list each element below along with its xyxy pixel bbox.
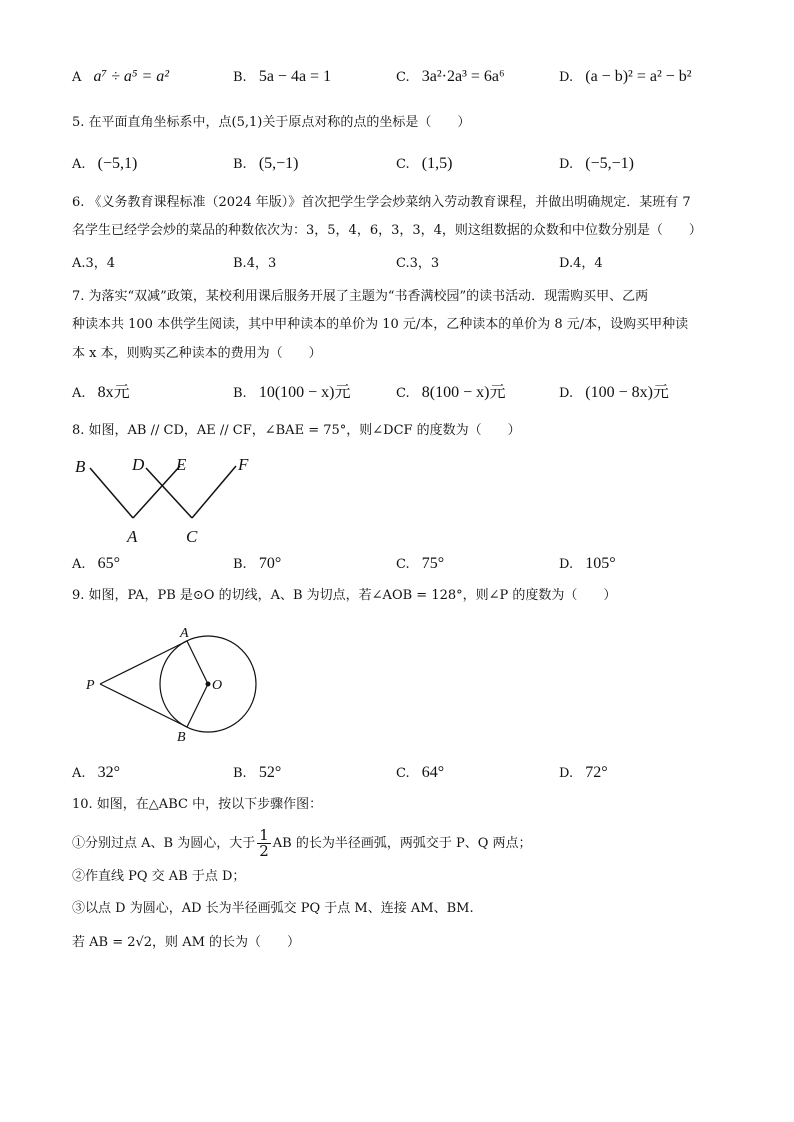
option-text: 5a − 4a = 1 xyxy=(258,68,332,85)
q10-step1 xyxy=(72,828,732,859)
option-letter: D. xyxy=(559,157,574,172)
option-text: 3a²·2a³ = 6a⁶ xyxy=(421,68,505,85)
q8-stem: 8. 如图，AB // CD，AE // CF，∠BAE = 75°，则∠DCF 的度数为（ ） xyxy=(72,423,521,438)
q8-option-c[interactable] xyxy=(396,553,444,576)
option-letter: C. xyxy=(396,157,410,172)
option-text: 65° xyxy=(97,555,121,572)
option-letter: D. xyxy=(559,256,574,271)
option-letter: D. xyxy=(559,766,574,781)
radius-ob xyxy=(187,684,208,727)
q6-option-c[interactable] xyxy=(396,253,439,275)
q10-step2: ②作直线 PQ 交 AB 于点 D； xyxy=(72,869,246,884)
label-b: B xyxy=(177,730,186,745)
q7-stem-line2: 种读本共 100 本供学生阅读，其中甲种读本的单价为 10 元/本，乙种读本的单价为 8 元/本，设购买甲种读 xyxy=(72,317,689,332)
q6-option-d[interactable] xyxy=(559,253,603,275)
q4-option-b[interactable] xyxy=(233,66,331,89)
segment-ba xyxy=(90,468,133,518)
q9-figure xyxy=(80,622,280,747)
option-letter: D. xyxy=(559,386,574,401)
q5-option-b[interactable] xyxy=(233,153,299,176)
option-letter: A. xyxy=(72,766,86,781)
option-letter: C. xyxy=(396,557,410,572)
q9-option-d[interactable] xyxy=(559,762,608,785)
segment-cf xyxy=(192,466,236,518)
q10-stem: 10. 如图，在△ABC 中，按以下步骤作图： xyxy=(72,797,323,812)
option-letter: B. xyxy=(233,386,247,401)
option-text: 8x元 xyxy=(97,384,130,401)
option-text: 4，3 xyxy=(246,256,277,271)
option-letter: D. xyxy=(559,70,574,85)
option-letter: B. xyxy=(233,256,247,271)
q8-option-d[interactable] xyxy=(559,553,616,576)
option-letter: B. xyxy=(233,157,247,172)
label-a: A xyxy=(127,527,138,546)
q8-figure xyxy=(70,452,270,552)
label-o: O xyxy=(212,678,223,693)
option-text: 32° xyxy=(97,764,121,781)
q8-option-b[interactable] xyxy=(233,553,281,576)
q7-option-c[interactable] xyxy=(396,382,505,405)
q4-option-c[interactable] xyxy=(396,66,505,89)
step1-pre: ①分别过点 A、B 为圆心，大于 xyxy=(72,836,256,851)
option-text: (−5,−1) xyxy=(585,155,634,172)
center-dot xyxy=(206,682,211,687)
tangent-pb xyxy=(100,684,187,727)
option-text: 64° xyxy=(421,764,445,781)
option-text: (a − b)² = a² − b² xyxy=(585,68,692,85)
q6-option-a[interactable] xyxy=(72,253,115,275)
q8-option-a[interactable] xyxy=(72,553,120,576)
option-text: (1,5) xyxy=(421,155,453,172)
q9-option-a[interactable] xyxy=(72,762,120,785)
q9-option-b[interactable] xyxy=(233,762,281,785)
q6-option-b[interactable] xyxy=(233,253,276,275)
segment-dc xyxy=(146,468,192,518)
option-text: 10(100 − x)元 xyxy=(258,384,351,401)
step1-post: AB 的长为半径画弧，两弧交于 P、Q 两点； xyxy=(272,836,532,851)
option-text: 75° xyxy=(421,555,445,572)
fraction-one-half xyxy=(257,828,271,859)
label-p: P xyxy=(86,678,95,693)
option-letter: C. xyxy=(396,70,410,85)
q9-stem: 9. 如图，PA，PB 是⊙O 的切线，A、B 为切点，若∠AOB = 128°，则∠P 的度数为（ ） xyxy=(72,588,617,603)
label-e: E xyxy=(176,455,187,474)
option-letter: B. xyxy=(233,70,247,85)
option-text: (5,−1) xyxy=(258,155,299,172)
option-text: a⁷ ÷ a⁵ = a² xyxy=(93,68,170,85)
q7-option-b[interactable] xyxy=(233,382,351,405)
label-b: B xyxy=(75,457,86,476)
label-d: D xyxy=(132,455,145,474)
option-text: 8(100 − x)元 xyxy=(421,384,506,401)
option-text: 72° xyxy=(585,764,608,781)
fraction-denominator: 2 xyxy=(259,842,269,860)
radius-oa xyxy=(187,641,208,684)
q5-option-c[interactable] xyxy=(396,153,452,176)
option-text: 4，4 xyxy=(573,256,603,271)
q6-stem-line2: 名学生已经学会炒的菜品的种数依次为：3，5，4，6，3，3，4，则这组数据的众数和中位数分别是（ ） xyxy=(72,223,702,238)
q4-option-a[interactable] xyxy=(72,66,169,89)
option-letter: A. xyxy=(72,557,86,572)
option-text: 105° xyxy=(585,555,616,572)
q5-stem: 5. 在平面直角坐标系中，点(5,1)关于原点对称的点的坐标是（ ） xyxy=(72,115,471,130)
option-letter: A. xyxy=(72,386,86,401)
option-text: (−5,1) xyxy=(97,155,138,172)
option-letter: C. xyxy=(396,766,410,781)
q7-stem-line3: 本 x 本，则购买乙种读本的费用为（ ） xyxy=(72,346,322,361)
option-text: 3，3 xyxy=(409,256,440,271)
option-letter: A. xyxy=(72,256,86,271)
option-letter: D. xyxy=(559,557,574,572)
q9-option-c[interactable] xyxy=(396,762,444,785)
option-text: (100 − 8x)元 xyxy=(585,384,669,401)
q7-option-a[interactable] xyxy=(72,382,130,405)
q5-option-a[interactable] xyxy=(72,153,137,176)
q4-option-d[interactable] xyxy=(559,66,692,89)
option-letter: B. xyxy=(233,557,247,572)
q10-step3: ③以点 D 为圆心，AD 长为半径画弧交 PQ 于点 M、连接 AM、BM. xyxy=(72,901,474,916)
q7-option-d[interactable] xyxy=(559,382,669,405)
label-a: A xyxy=(180,626,189,641)
option-text: 52° xyxy=(258,764,282,781)
q7-stem-line1: 7. 为落实“双减”政策，某校利用课后服务开展了主题为“书香满校园”的读书活动．现需购买甲、乙两 xyxy=(72,289,649,304)
option-letter: A xyxy=(72,70,82,85)
fraction-numerator: 1 xyxy=(259,826,269,844)
option-text: 3，4 xyxy=(85,256,116,271)
option-letter: C. xyxy=(396,256,410,271)
q5-option-d[interactable] xyxy=(559,153,634,176)
q6-stem-line1: 6. 《义务教育课程标准（2024 年版）》首次把学生学会炒菜纳入劳动教育课程，并做出明确规定．某班有 7 xyxy=(72,195,691,210)
label-f: F xyxy=(238,455,249,474)
label-c: C xyxy=(186,527,198,546)
option-letter: A. xyxy=(72,157,86,172)
q10-last: 若 AB = 2√2，则 AM 的长为（ ） xyxy=(72,935,301,950)
tangent-pa xyxy=(100,641,187,684)
option-text: 70° xyxy=(258,555,282,572)
option-letter: C. xyxy=(396,386,410,401)
option-letter: B. xyxy=(233,766,247,781)
